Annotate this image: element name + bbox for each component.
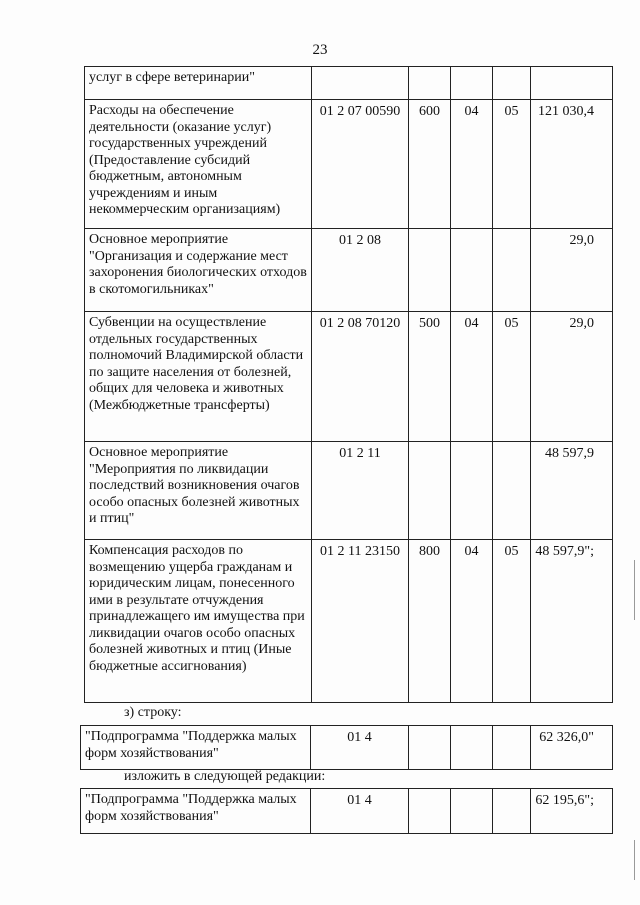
- row-name: Субвенции на осуществление отдельных государственных полномочий Владимирской области по защите населения от болезней, общих для человека и животных (Межбюджетные трансферты): [85, 312, 312, 442]
- row-name: услуг в сфере ветеринарии": [85, 67, 312, 100]
- row-code: [312, 67, 409, 100]
- table-row: [85, 229, 613, 312]
- row-code: 01 4: [311, 789, 409, 834]
- row-pr: [493, 442, 531, 540]
- scan-artifact: [634, 560, 635, 620]
- row-code: 01 2 08: [312, 229, 409, 312]
- row-amount: 29,0: [531, 312, 613, 442]
- table-row: [85, 442, 613, 540]
- row-vr: 800: [409, 540, 451, 703]
- row-rz: [451, 789, 493, 834]
- budget-table: [84, 66, 613, 703]
- row-pr: [493, 67, 531, 100]
- row-vr: [409, 229, 451, 312]
- table-row: [85, 100, 613, 229]
- row-rz: 04: [451, 100, 493, 229]
- row-amount: 62 195,6";: [531, 789, 613, 834]
- row-amount: 48 597,9: [531, 442, 613, 540]
- row-vr: [409, 67, 451, 100]
- table-row: [85, 540, 613, 703]
- old-row-table: [80, 725, 613, 770]
- row-amount: 62 326,0": [531, 726, 613, 770]
- row-pr: 05: [493, 100, 531, 229]
- page-number: 23: [312, 42, 328, 58]
- row-pr: [493, 229, 531, 312]
- instruction-note-string: з) строку:: [124, 705, 182, 720]
- row-amount: 48 597,9";: [531, 540, 613, 703]
- row-code: 01 2 07 00590: [312, 100, 409, 229]
- row-name: "Подпрограмма "Поддержка малых форм хозяйствования": [81, 789, 311, 834]
- scan-artifact: [634, 840, 635, 880]
- row-rz: [451, 229, 493, 312]
- row-amount: 29,0: [531, 229, 613, 312]
- row-code: 01 4: [311, 726, 409, 770]
- row-pr: [493, 789, 531, 834]
- new-row-table: [80, 788, 613, 834]
- row-code: 01 2 08 70120: [312, 312, 409, 442]
- row-name: Основное мероприятие "Организация и содержание мест захоронения биологических отходов в скотомогильниках": [85, 229, 312, 312]
- row-amount: 121 030,4: [531, 100, 613, 229]
- row-vr: 600: [409, 100, 451, 229]
- row-pr: 05: [493, 312, 531, 442]
- row-rz: 04: [451, 540, 493, 703]
- table-row: [81, 726, 613, 770]
- row-rz: 04: [451, 312, 493, 442]
- row-amount: [531, 67, 613, 100]
- row-name: Расходы на обеспечение деятельности (оказание услуг) государственных учреждений (Предоставление субсидий бюджетным, автономным учреждениям и иным некоммерческим организациям): [85, 100, 312, 229]
- row-pr: [493, 726, 531, 770]
- row-name: Основное мероприятие "Мероприятия по ликвидации последствий возникновения очагов особо опасных болезней животных и птиц": [85, 442, 312, 540]
- row-name: Компенсация расходов по возмещению ущерба гражданам и юридическим лицам, понесенного ими в результате отчуждения принадлежащего им имущества при ликвидации очагов особо опасных болезней животных и птиц (Иные бюджетные ассигнования): [85, 540, 312, 703]
- row-vr: [409, 726, 451, 770]
- table-row: [85, 67, 613, 100]
- row-name: "Подпрограмма "Поддержка малых форм хозяйствования": [81, 726, 311, 770]
- row-code: 01 2 11: [312, 442, 409, 540]
- row-rz: [451, 67, 493, 100]
- row-vr: 500: [409, 312, 451, 442]
- instruction-note-edit: изложить в следующей редакции:: [124, 769, 326, 784]
- row-rz: [451, 726, 493, 770]
- row-vr: [409, 789, 451, 834]
- row-rz: [451, 442, 493, 540]
- row-vr: [409, 442, 451, 540]
- row-pr: 05: [493, 540, 531, 703]
- table-row: [85, 312, 613, 442]
- table-row: [81, 789, 613, 834]
- row-code: 01 2 11 23150: [312, 540, 409, 703]
